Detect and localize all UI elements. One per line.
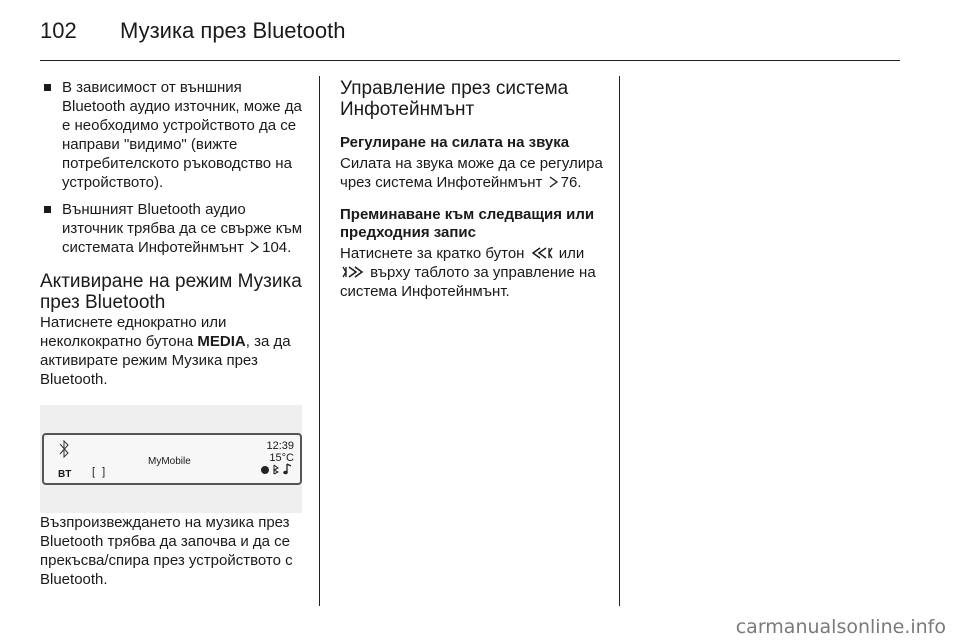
- temperature-readout: 15°C: [269, 452, 294, 464]
- media-button-label: MEDIA: [197, 333, 246, 350]
- volume-paragraph: Силата на звука може да се регулира чрез система Инфотейнмънт 76.: [340, 155, 603, 191]
- section-title-activate: Активиране на режим Музика през Bluetooth: [40, 271, 302, 313]
- playback-paragraph: Възпроизвеждането на музика през Bluetooth трябва да започва и да се прекъсва/спира през устройството с Bluetooth.: [40, 514, 293, 588]
- section-title-control: Управление през система Инфотейнмънт: [340, 78, 569, 120]
- bullet-square-icon: [44, 84, 51, 91]
- list-item: [40, 78, 306, 192]
- track-paragraph: Натиснете за кратко бутон или върху таблото за управление на система Инфотейнмънт.: [340, 245, 596, 300]
- device-name: MyMobile: [148, 456, 191, 467]
- source-label: BT: [58, 469, 72, 480]
- bluetooth-icon: [58, 439, 70, 459]
- reference-page: 104.: [262, 239, 292, 256]
- page-reference[interactable]: [547, 174, 582, 191]
- bullet-text: В зависимост от външния Bluetooth аудио източник, може да е необходимо устройството да се направи "видимо" (вижте потребителското ръководство на устройството).: [62, 79, 302, 191]
- fast-forward-icon: [341, 266, 365, 278]
- middle-column: [340, 78, 610, 303]
- left-column: [40, 78, 306, 591]
- subsection-track-title: Преминаване към следващия или предходния запис: [340, 206, 595, 241]
- page-number: 102: [40, 18, 77, 43]
- subsection-volume-title: Регулиране на силата на звука: [340, 134, 570, 151]
- column-divider-right: [619, 76, 620, 606]
- music-note-icon: [287, 464, 291, 472]
- display-screen: [42, 433, 302, 485]
- phone-link-icon: [274, 465, 278, 474]
- header-divider: [40, 60, 900, 61]
- reference-arrow-icon: [250, 241, 260, 253]
- page-reference[interactable]: [248, 239, 291, 256]
- page-title: Музика през Bluetooth: [120, 18, 346, 43]
- status-icons: [260, 463, 294, 475]
- reference-page: 76.: [560, 174, 582, 191]
- activate-paragraph: Натиснете еднократно или неколкократно бутона MEDIA, за да активирате режим Музика през Bluetooth.: [40, 314, 291, 388]
- record-dot-icon: [261, 466, 269, 474]
- bullet-text: Външният Bluetooth аудио източник трябва да се свърже към системата Инфотейнмънт: [62, 201, 302, 256]
- rewind-icon: [530, 247, 554, 259]
- column-divider-left: [319, 76, 320, 606]
- bullet-square-icon: [44, 206, 51, 213]
- list-item: [40, 200, 306, 257]
- track-brackets: [ ]: [92, 466, 108, 478]
- footer-watermark: carmanualsonline.info: [735, 616, 946, 638]
- clock-readout: 12:39: [266, 440, 294, 452]
- infotainment-display-figure: [40, 405, 302, 513]
- reference-arrow-icon: [549, 176, 559, 188]
